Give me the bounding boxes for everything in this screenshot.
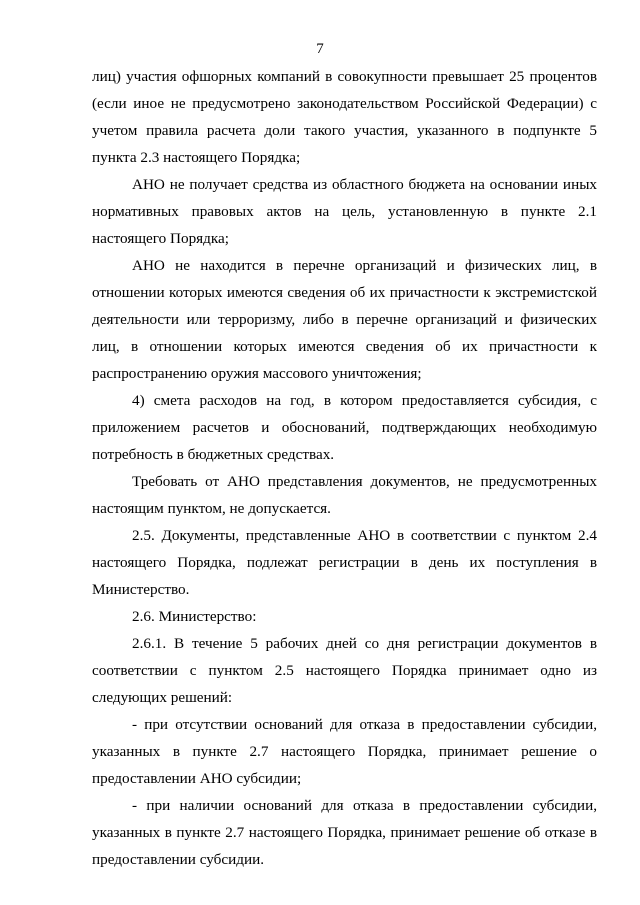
paragraph-no-regional-budget-funds: АНО не получает средства из областного бюджета на основании иных нормативных правовых актов на цель, установленную в пункте 2.1 настоящего Порядка;	[92, 176, 597, 247]
paragraph-extremism-list: АНО не находится в перечне организаций и физических лиц, в отношении которых имеются сведения об их причастности к экстремистской деятельности или терроризму, либо в перечне организаций и физических лиц, в отношении которых имеются сведения об их причастности к распространению оружия массового уничтожения;	[92, 257, 597, 382]
paragraph-offshore-participation: лиц) участия офшорных компаний в совокупности превышает 25 процентов (если иное не предусмотрено законодательством Российской Федерации) с учетом правила расчета доли такого участия, указанного в подпункте 5 пункта 2.3 настоящего Порядка;	[92, 68, 597, 166]
paragraph-2-6-1-decision: 2.6.1. В течение 5 рабочих дней со дня регистрации документов в соответствии с пунктом 2.5 настоящего Порядка принимает одно из следующих решений:	[92, 635, 597, 706]
paragraph-2-6-ministry: 2.6. Министерство:	[132, 608, 257, 625]
paragraph-2-5-registration: 2.5. Документы, представленные АНО в соответствии с пунктом 2.4 настоящего Порядка, подлежат регистрации в день их поступления в Министерство.	[92, 527, 597, 598]
document-body	[92, 63, 597, 873]
paragraph-cost-estimate: 4) смета расходов на год, в котором предоставляется субсидия, с приложением расчетов и обоснований, подтверждающих необходимую потребность в бюджетных средствах.	[92, 392, 597, 463]
paragraph-no-extra-documents: Требовать от АНО представления документов, не предусмотренных настоящим пунктом, не допускается.	[92, 473, 597, 517]
paragraph-decision-refuse: - при наличии оснований для отказа в предоставлении субсидии, указанных в пункте 2.7 настоящего Порядка, принимает решение об отказе в предоставлении субсидии.	[92, 797, 597, 868]
page-number: 7	[316, 41, 324, 57]
paragraph-decision-grant: - при отсутствии оснований для отказа в предоставлении субсидии, указанных в пункте 2.7 настоящего Порядка, принимает решение о предоставлении АНО субсидии;	[92, 716, 597, 787]
